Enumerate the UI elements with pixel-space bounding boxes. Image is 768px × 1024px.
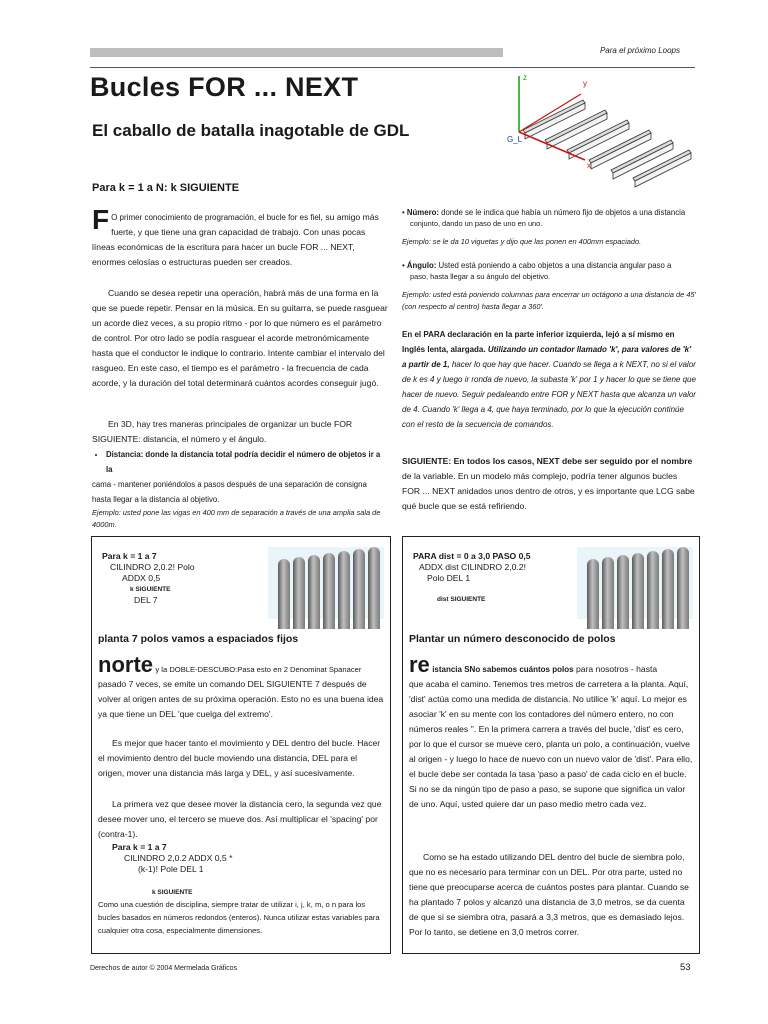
- bullet-angulo: • Ángulo: Usted está poniendo a cabo objetos a una distancia angular paso a: [402, 261, 672, 270]
- box-right-p2: Como se ha estado utilizando DEL dentro del bucle de siembra polo, que no es necesario para terminar con un DEL. Por otra parte, usted no tiene que preocuparse acerca de cuántos postes para plantar. Cuando se ha plantado 7 polos y alcanzó una distancia de 3,0 metros, se da cuenta de que si se siembra otra, pasará a 3,3 metros, que es demasiado lejos. Por lo tanto, se detiene en 3,0 metros correr.: [409, 852, 689, 937]
- overlap-text: y la DOBLE-DESCUBO:Pasa esto en 2 Denominat Spanacer: [155, 665, 362, 674]
- bullet-distancia: • Distancia: donde la distancia total podría decidir el número de objetos ir a la: [106, 447, 388, 477]
- box-left-heading: planta 7 polos vamos a espaciados fijos: [98, 633, 299, 645]
- label-gl: G_L: [507, 135, 523, 144]
- pole: [368, 547, 380, 629]
- pole: [353, 549, 365, 629]
- pole: [293, 557, 305, 629]
- big-cap-norte: norte: [98, 652, 153, 677]
- bullet-numero: • Número: donde se le indica que había un número fijo de objetos a una distancia: [402, 208, 686, 217]
- pole: [278, 559, 290, 629]
- label-z: z: [523, 73, 527, 82]
- pole: [662, 549, 674, 629]
- running-head: Para el próximo Loops: [599, 46, 680, 55]
- copyright: Derechos de autor © 2004 Mermelada Gráficos: [90, 965, 238, 972]
- box-right-body: re istancia SNo sabemos cuántos polos para nosotros - hasta que acaba el camino. Tenemos tres metros de carretera a la planta. Aquí, 'dist' actúa como una medida de distancia. No utilice 'k' aquí. Lo mejor es asociar 'k' en su mente con los contadores del número entero, no con números reales ''. En la primera carrera a través del bucle, 'dist' es cero, por lo que el cursor se mueve cero, planta un polo, a continuación, vuelve al origen - y luego lo hace de nuevo con un nuevo valor de 'dist'. Para ello, el bucle debe ser contada la tasa 'paso a paso' de cada ciclo en el bucle. Si no se da ningún tipo de paso a paso, se supone que significa un valor de uno. Aquí, usted quiere dar un paso medio metro cada vez. Como se ha estado utilizando DEL dentro del bucle de siembra polo, que no es necesario para terminar con un DEL. Por otra parte, usted no tiene que preocuparse acerca de cuántos postes para plantar. Cuando se ha plantado 7 polos y alcanzó una distancia de 3,0 metros, se da cuenta de que si se siembra otra, pasará a 3,3 metros, que es demasiado lejos. Por lo tanto, se detiene en 3,0 metros correr.: [409, 655, 693, 940]
- bullet-distancia-rest: cama - mantener poniéndolos a pasos después de una separación de consigna hasta llegar a la distancia al objetivo.: [92, 480, 367, 504]
- para-paragraph: En el PARA declaración en la parte inferior izquierda, lejó a sí mismo en Inglés lenta, alargada. Utilizando un contador llamado 'k', para valores de 'k' a partir de 1, hacer lo que hay que hacer. Cuando se llega a k NEXT, no si el valor de k es 4 y luego ir ronda de nuevo, la subasta 'k' por 1 y hacer lo que se tiene que hacer de nuevo. Seguir pedaleando entre FOR y NEXT hasta que alcanza un valor de 4. Cuando 'k' llega a 4, que haya terminado, por lo que la ejecución continúe con el resto de la secuencia de comandos.: [402, 330, 696, 429]
- bullet-numero-rest: conjunto, dando un paso de uno en uno.: [410, 219, 543, 228]
- code-block-3: PARA dist = 0 a 3,0 PASO 0,5 ADDX dist CILINDRO 2,0.2! Polo DEL 1 dist SIGUIENTE: [413, 551, 531, 603]
- box-left-p3: La primera vez que desee mover la distancia cero, la segunda vez que desee mover uno, el tercero se mueve dos. Así multiplicar el 'spacing' por (contra-1).: [98, 799, 382, 839]
- box-left-p1: pasado 7 veces, se emite un comando DEL SIGUIENTE 7 después de volver al origen antes de su próxima operación. Esto no es una buena idea ya que tiene un DEL 'que cuelga del extremo'.: [98, 679, 384, 719]
- intro-paragraph: [92, 204, 388, 270]
- label-y: y: [583, 79, 587, 88]
- page-subtitle: El caballo de batalla inagotable de GDL: [92, 121, 410, 140]
- intro-overlap: O primer conocimiento de programación, el bucle for es fiel: [111, 213, 321, 222]
- page-number: 53: [680, 962, 691, 973]
- code-block-2: Para k = 1 a 7 CILINDRO 2,0.2 ADDX 0,5 * (k-1)! Pole DEL 1 k SIGUIENTE: [112, 842, 233, 896]
- right-column: [402, 207, 696, 514]
- 3d-paragraph: En 3D, hay tres maneras principales de organizar un bucle FOR SIGUIENTE: distancia, el número y el ángulo.: [92, 419, 353, 444]
- box-right-heading: Plantar un número desconocido de polos: [409, 633, 616, 645]
- overlap-text-right: istancia SNo sabemos cuántos polos: [432, 665, 574, 674]
- pole: [323, 553, 335, 629]
- example-numero: Ejemplo: se le da 10 viguetas y dijo que las ponen en 400mm espaciado.: [402, 237, 642, 246]
- box-right-p1: que acaba el camino. Tenemos tres metros de carretera a la planta. Aquí, 'dist' actúa como una medida de distancia. No utilice 'k' aquí. Lo mejor es asociar 'k' en su mente con los contadores del número entero, no con números reales ''. En la primera carrera a través del bucle, 'dist' es cero, por lo que el cursor se mueve cero, planta un polo, a continuación, vuelve al origen - y luego lo hace de nuevo con un nuevo valor de 'dist'. Para ello, el bucle debe ser contada la tasa 'paso a paso' de cada ciclo en el bucle. Si no se da ningún tipo de paso a paso, se supone que significa un valor de uno. Aquí, usted quiere dar un paso medio metro cada vez.: [409, 679, 693, 809]
- example-angulo: Ejemplo: usted está poniendo columnas para encerrar un octágono a una distancia de 45' (con respecto al centro) hasta llegar a 360'.: [402, 290, 696, 311]
- pole: [677, 547, 689, 629]
- page-title: Bucles FOR ... NEXT: [90, 72, 359, 102]
- pole: [647, 551, 659, 629]
- drop-cap: F: [92, 204, 110, 235]
- left-column: [92, 204, 388, 531]
- poles-illustration-left: [278, 547, 388, 629]
- pole: [308, 555, 320, 629]
- pole: [338, 551, 350, 629]
- bullet-list: [92, 447, 388, 477]
- box-left-p2: Es mejor que hacer tanto el movimiento y DEL dentro del bucle. Hacer el movimiento dentro del bucle moviendo una distancia, DEL para el origen, mover una distancia más larga y DEL, y así sucesivamente.: [98, 738, 381, 778]
- example-distancia: Ejemplo: usted pone las vigas en 400 mm de separación a través de una amplia sala de 4000m.: [92, 508, 381, 529]
- bullet-angulo-rest: paso, hasta llegar a su ángulo del objetivo.: [410, 272, 551, 281]
- intro-text: , su amigo más fuerte, y que tiene una gran capacidad de trabajo. Con unas pocas líneas económicas de la escritura para hacer un bucle FOR ... NEXT, enormes celosías o estructuras pueden ser creados.: [92, 212, 379, 267]
- label-x: x: [587, 161, 591, 170]
- box-unknown-poles: [402, 536, 700, 954]
- beams-diagram: [505, 68, 700, 188]
- box-left-body: [98, 652, 384, 937]
- pole: [587, 559, 599, 629]
- music-paragraph: Cuando se desea repetir una operación, habrá más de una forma en la que se puede repetir. Pensar en la música. En su guitarra, se puede rasguear un acorde diez veces, a su propio ritmo - por lo que número es el parámetro de control. Por otro lado se podía rasguear el acorde metronómicamente hasta que el conductor le indique lo contrario. Intente cambiar el intervalo del rasgueo. En este caso, el tiempo es el parámetro - la frecuencia de cada acorde, y la duración del total determinará cuántos acordes conseguir jugó.: [92, 288, 388, 388]
- code-block-1: Para k = 1 a 7 CILINDRO 2,0.2! Polo ADDX 0,5 k SIGUIENTE DEL 7: [102, 551, 195, 605]
- header-bar: [90, 48, 503, 57]
- box-fixed-poles: [91, 536, 391, 954]
- poles-illustration-right: [587, 547, 697, 629]
- big-cap-re: re: [409, 652, 430, 677]
- box-left-p4: Como una cuestión de disciplina, siempre tratar de utilizar i, j, k, m, o n para los bucles basados en números redondos (enteros). Nunca utilizar estas variables para cualquier otra cosa, especialmente dimensiones.: [98, 900, 380, 935]
- pole: [617, 555, 629, 629]
- pole: [632, 553, 644, 629]
- siguiente-paragraph: SIGUIENTE: En todos los casos, NEXT debe ser seguido por el nombre de la variable. En un modelo más complejo, podría tener algunos bucles FOR ... NEXT anidados unos dentro de otros, y es importante que LCG sabe qué bucle que se está refiriendo.: [402, 456, 695, 511]
- pole: [602, 557, 614, 629]
- section-heading: Para k = 1 a N: k SIGUIENTE: [92, 182, 240, 194]
- beam-group: [523, 100, 691, 187]
